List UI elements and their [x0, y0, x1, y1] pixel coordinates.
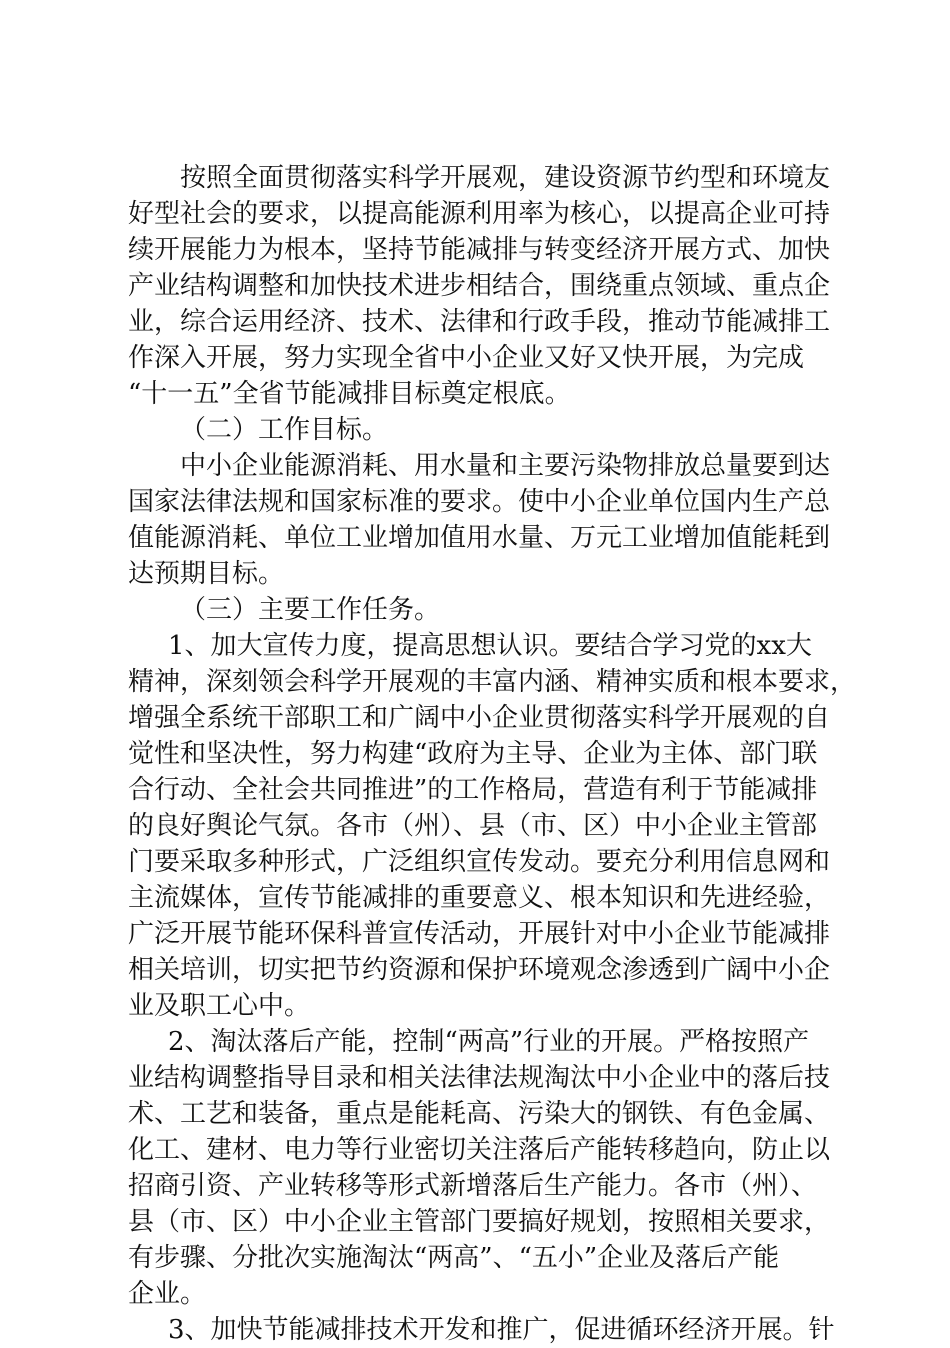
paragraph-line: 化工、建材、电力等行业密切关注落后产能转移趋向，防止以: [128, 1135, 831, 1165]
section-heading: （二）工作目标。: [180, 415, 389, 445]
paragraph-line: 2、淘汰落后产能，控制“两高”行业的开展。严格按照产: [168, 1027, 810, 1057]
paragraph-line: 合行动、全社会共同推进”的工作格局，营造有利于节能减排: [128, 775, 818, 805]
paragraph-line: 的良好舆论气氛。各市（州）、县（市、区）中小企业主管部: [128, 811, 818, 841]
paragraph-line: 业，综合运用经济、技术、法律和行政手段，推动节能减排工: [128, 307, 831, 337]
paragraph-line: 主流媒体，宣传节能减排的重要意义、根本知识和先进经验，: [128, 883, 831, 913]
paragraph-line: “十一五”全省节能减排目标奠定根底。: [128, 379, 571, 409]
paragraph-line: 业及职工心中。: [128, 991, 311, 1021]
paragraph-line: 术、工艺和装备，重点是能耗高、污染大的钢铁、有色金属、: [128, 1099, 831, 1129]
paragraph-line: 按照全面贯彻落实科学开展观，建设资源节约型和环境友: [180, 163, 831, 193]
section-heading: （三）主要工作任务。: [180, 595, 441, 625]
paragraph-line: 续开展能力为根本，坚持节能减排与转变经济开展方式、加快: [128, 235, 831, 265]
paragraph-line: 1、加大宣传力度，提高思想认识。要结合学习党的xx大: [168, 631, 812, 661]
paragraph-line: 作深入开展，努力实现全省中小企业又好又快开展，为完成: [128, 343, 805, 373]
paragraph-line: 觉性和坚决性，努力构建“政府为主导、企业为主体、部门联: [128, 739, 818, 769]
paragraph-line: 好型社会的要求，以提高能源利用率为核心，以提高企业可持: [128, 199, 831, 229]
paragraph-line: 中小企业能源消耗、用水量和主要污染物排放总量要到达: [180, 451, 831, 481]
paragraph-line: 广泛开展节能环保科普宣传活动，开展针对中小企业节能减排: [128, 919, 831, 949]
document-body: [128, 160, 857, 1348]
paragraph-line: 招商引资、产业转移等形式新增落后生产能力。各市（州）、: [128, 1171, 818, 1201]
paragraph-line: 县（市、区）中小企业主管部门要搞好规划，按照相关要求，: [128, 1207, 831, 1237]
paragraph-line: 企业。: [128, 1279, 207, 1309]
paragraph-line: 门要采取多种形式，广泛组织宣传发动。要充分利用信息网和: [128, 847, 831, 877]
paragraph-line: 精神，深刻领会科学开展观的丰富内涵、精神实质和根本要求，: [128, 667, 857, 697]
paragraph-line: 国家法律法规和国家标准的要求。使中小企业单位国内生产总: [128, 487, 831, 517]
paragraph-line: 增强全系统干部职工和广阔中小企业贯彻落实科学开展观的自: [128, 703, 831, 733]
paragraph-line: 有步骤、分批次实施淘汰“两高”、“五小”企业及落后产能: [128, 1243, 780, 1273]
paragraph-line: 值能源消耗、单位工业增加值用水量、万元工业增加值能耗到: [128, 523, 831, 553]
paragraph-line: 产业结构调整和加快技术进步相结合，围绕重点领域、重点企: [128, 271, 831, 301]
paragraph-line: 相关培训，切实把节约资源和保护环境观念渗透到广阔中小企: [128, 955, 831, 985]
paragraph-line: 业结构调整指导目录和相关法律法规淘汰中小企业中的落后技: [128, 1063, 831, 1093]
paragraph-line: 达预期目标。: [128, 559, 285, 589]
paragraph-line: 3、加快节能减排技术开发和推广，促进循环经济开展。针: [168, 1315, 835, 1345]
